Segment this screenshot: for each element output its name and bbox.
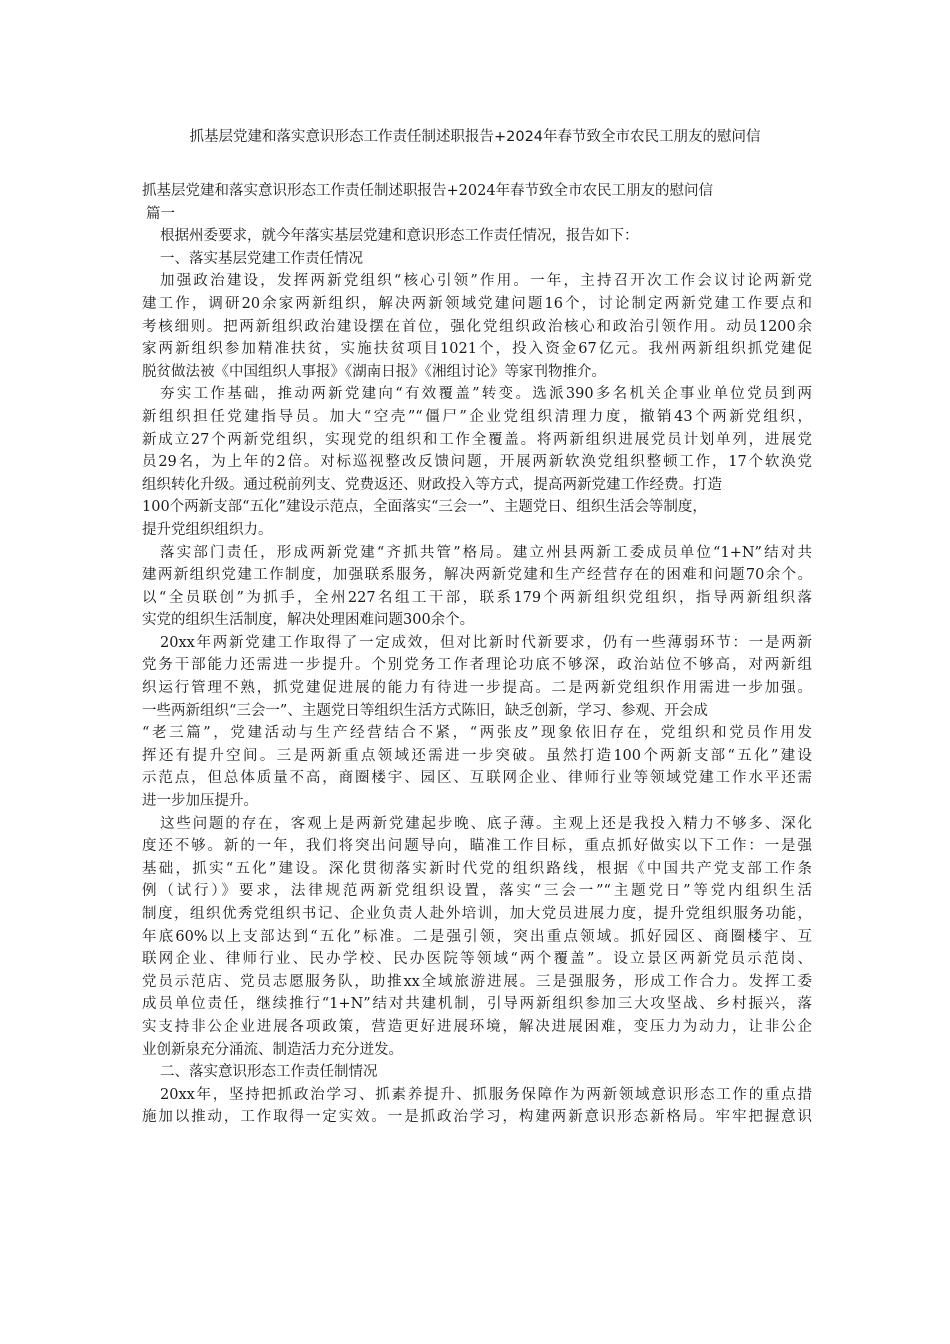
- text-line: 新成立27个两新党组织，实现党的组织和工作全覆盖。将两新组织进展党员计划单列，进展党: [142, 431, 812, 448]
- text-line: “老三篇”，党建活动与生产经营结合不紧，“两张皮”现象依旧存在，党组织和党员作用发: [142, 725, 812, 742]
- text-line: 二、落实意识形态工作责任制情况: [160, 1064, 378, 1081]
- text-line: 组织转化升级。通过税前列支、党费返还、财政投入等方式，提高两新党建工作经费。打造: [142, 476, 722, 493]
- text-line: 新组织担任党建指导员。加大“空壳”“僵尸”企业党组织清理力度，撤销43个两新党组织，: [142, 408, 812, 425]
- text-line: 建两新组织党建工作制度，加强联系服务，解决两新党建和生产经营存在的困难和问题70余个。: [142, 567, 812, 584]
- text-line: 年底60%以上支部达到“五化”标准。二是强引领，突出重点领域。抓好园区、商圈楼宇、互: [142, 928, 812, 945]
- text-line: 根据州委要求，就今年落实基层党建和意识形态工作责任情况，报告如下：: [160, 228, 639, 245]
- text-line: 20xx年，坚持把抓政治学习、抓素养提升、抓服务保障作为两新领域意识形态工作的重点措: [160, 1086, 812, 1103]
- text-line: 员29名，为上年的2倍。对标巡视整改反馈问题，开展两新软涣党组织整顿工作，17个软涣党: [142, 454, 812, 471]
- text-line: 业创新泉充分涌流、制造活力充分迸发。: [142, 1041, 403, 1058]
- text-line: 例（试行）》要求，法律规范两新党组织设置，落实“三会一”“主题党日”等党内组织生活: [142, 883, 812, 900]
- text-line: 落实部门责任，形成两新党建“齐抓共管”格局。建立州县两新工委成员单位“1+N”结对共: [160, 544, 812, 561]
- text-line: 挥还有提升空间。三是两新重点领域还需进一步突破。虽然打造100个两新支部“五化”建设: [142, 747, 812, 764]
- document-title: 抓基层党建和落实意识形态工作责任制述职报告+2024年春节致全市农民工朋友的慰问信: [189, 129, 761, 145]
- text-line: 实支持非公企业进展各项政策，营造更好进展环境，解决进展困难，变压力为动力，让非公企: [142, 1018, 812, 1035]
- text-line: 这些问题的存在，客观上是两新党建起步晚、底子薄。主观上还是我投入精力不够多、深化: [160, 815, 812, 832]
- text-line: 示范点，但总体质量不高，商圈楼宇、园区、互联网企业、律师行业等领域党建工作水平还需: [142, 770, 812, 787]
- text-line: 党员示范店、党员志愿服务队，助推xx全域旅游进展。三是强服务，形成工作合力。发挥工委: [142, 973, 812, 990]
- text-line: 提升党组织组织力。: [142, 521, 273, 538]
- text-line: 联网企业、律师行业、民办学校、民办医院等领域“两个覆盖”。设立景区两新党员示范岗、: [142, 951, 812, 968]
- text-line: 100个两新支部“五化”建设示范点，全面落实“三会一”、主题党日、组织生活会等制度，: [142, 499, 707, 516]
- text-line: 度还不够。新的一年，我们将突出问题导向，瞄准工作目标，重点抓好做实以下工作：一是强: [142, 838, 812, 855]
- text-line: 施加以推动，工作取得一定实效。一是抓政治学习，构建两新意识形态新格局。牢牢把握意识: [142, 1109, 812, 1126]
- text-line: 进一步加压提升。: [142, 793, 258, 810]
- text-line: 抓基层党建和落实意识形态工作责任制述职报告+2024年春节致全市农民工朋友的慰问信: [142, 183, 714, 199]
- text-line: 建工作，调研20余家两新组织，解决两新领域党建问题16个，讨论制定两新党建工作要点和: [142, 295, 812, 312]
- text-line: 加强政治建设，发挥两新党组织“核心引领”作用。一年，主持召开次工作会议讨论两新党: [160, 273, 812, 290]
- text-line: 脱贫做法被《中国组织人事报》《湖南日报》《湘组讨论》等家刊物推介。: [142, 363, 606, 380]
- text-line: 夯实工作基础，推动两新党建向“有效覆盖”转变。选派390多名机关企事业单位党员到两: [160, 386, 812, 403]
- text-line: 织运行管理不熟，抓党建促进展的能力有待进一步提高。二是两新党组织作用需进一步加强。: [142, 680, 812, 697]
- text-line: 实党的组织生活制度，解决处理困难问题300余个。: [142, 612, 475, 629]
- text-line: 党务干部能力还需进一步提升。个别党务工作者理论功底不够深，政治站位不够高，对两新组: [142, 657, 812, 674]
- text-line: 制度，组织优秀党组织书记、企业负责人赴外培训，加大党员进展力度，提升党组织服务功能，: [142, 906, 812, 922]
- text-line: 考核细则。把两新组织政治建设摆在首位，强化党组织政治核心和政治引领作用。动员1200余: [142, 318, 812, 335]
- text-line: 以“全员联创”为抓手，全州227名组工干部，联系179个两新组织党组织，指导两新组织落: [142, 589, 812, 606]
- text-line: 20xx年两新党建工作取得了一定成效，但对比新时代新要求，仍有一些薄弱环节：一是两新: [160, 634, 812, 651]
- text-line: 家两新组织参加精准扶贫，实施扶贫项目1021个，投入资金67亿元。我州两新组织抓党建促: [142, 341, 812, 358]
- text-line: 成员单位责任，继续推行“1+N”结对共建机制，引导两新组织参加三大攻坚战、乡村振兴，落: [142, 996, 812, 1013]
- text-line: 一、落实基层党建工作责任情况: [160, 250, 363, 267]
- document-body: [142, 180, 812, 1129]
- text-line: 一些两新组织“三会一”、主题党日等组织生活方式陈旧，缺乏创新，学习、参观、开会成: [142, 702, 708, 719]
- text-line: 基础，抓实“五化”建设。深化贯彻落实新时代党的组织路线，根据《中国共产党支部工作条: [142, 860, 812, 877]
- text-line: 篇一: [146, 205, 175, 222]
